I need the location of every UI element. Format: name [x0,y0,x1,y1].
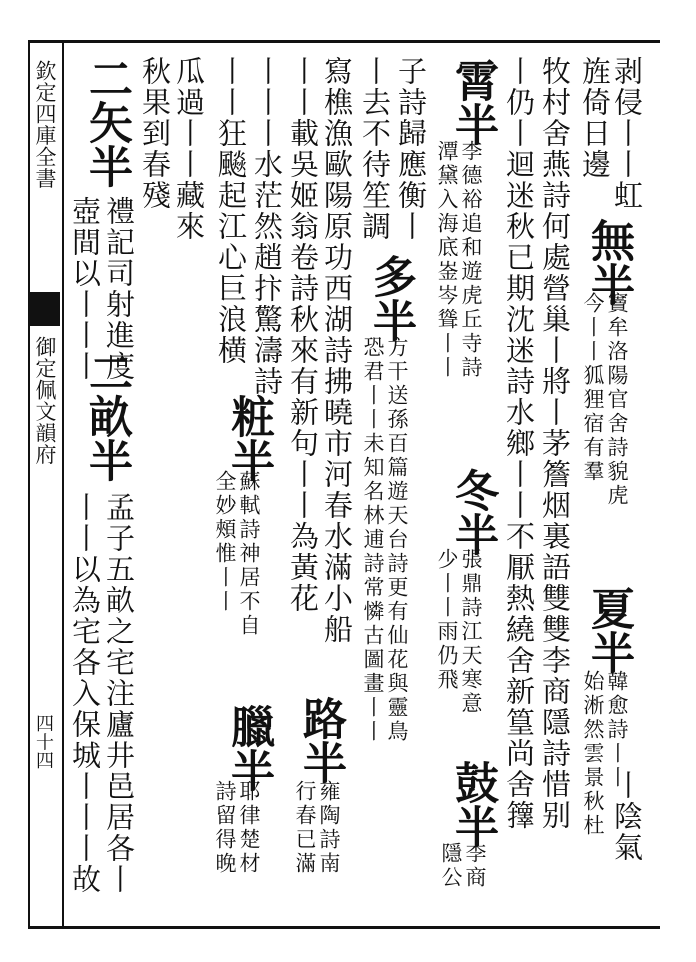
text-column: 丨丨載吳姬翁卷詩秋來有新句丨丨為黃花 [286,56,320,614]
annotation [582,670,627,838]
headword: 粧半 [223,394,274,482]
headword: 鼓半 [447,760,498,848]
headword: 二畝半 [81,350,132,482]
headword: 霄半 [447,58,498,146]
annotation-line: 耶律楚材 [237,780,261,876]
annotation [294,780,339,876]
text-column: 瓜過丨丨藏來 [172,56,206,242]
headword: 無半 [583,218,634,306]
headword: 二矢半 [81,56,132,188]
text-column: 壺間以丨丨丨 [68,196,102,382]
text-column: 丨仍丨迴迷秋已期沈迷詩水鄉丨丨不厭熱繞舍新篁尚舍籜 [502,56,536,831]
top-border [28,40,660,43]
annotation [214,470,259,638]
fishtail-mark [30,292,60,326]
text-column: 丨丨狂飈起江心巨浪横 [214,56,248,366]
annotation-line: 方干送孫百篇遊天台詩更有仙花與靈鳥 [385,336,409,744]
text-column: 旌倚日邊 [578,56,612,180]
text-column: 剥侵丨丨虹 [610,56,644,211]
bottom-border [28,926,660,929]
text-column: 丨去不待笙調 [358,56,392,242]
headword: 路半 [295,696,346,784]
annotation-line: 李德裕追和遊虎丘寺詩 [459,140,483,380]
headword: 夏半 [583,586,634,674]
annotation-line: 蘇軾詩神居不自 [237,470,261,638]
headword: 冬半 [447,468,498,556]
annotation [214,780,259,876]
fold-rule [62,40,64,929]
outer-left-border [28,40,30,929]
annotation-line: 全妙頰惟丨丨 [213,470,237,614]
text-column: 丨丨丨水茫然趙抃驚濤詩 [250,56,284,397]
annotation-line: 竇牟洛陽官舍詩貌虎 [605,292,629,508]
annotation [362,336,407,744]
annotation [436,140,481,380]
text-column: 秋果到春殘 [138,56,172,211]
annotation-line: 行春已滿 [293,780,317,876]
text-column: 子詩歸應衡丨 [394,56,428,242]
page-number: 四十四 [33,714,54,770]
annotation-line: 張鼎詩江天寒意 [459,548,483,716]
annotation-line: 少丨丨雨仍飛 [435,548,459,692]
annotation-line: 恐君丨丨未知名林逋詩常憐古圖畫丨丨 [361,336,385,744]
section-title: 御定佩文韻府 [33,336,57,465]
annotation-line: 始淅然雲景秋杜 [581,670,605,838]
book-title: 欽定四庫全書 [33,60,57,189]
annotation [440,842,485,890]
text-column: 禮記司射進度 [102,196,136,382]
annotation [436,548,481,716]
text-column: 丨丨以為宅各入保城丨丨丨故 [68,492,102,895]
annotation-line: 雍陶詩南 [317,780,341,876]
annotation-line: 李商 [463,842,487,890]
annotation-line: 韓愈詩丨丨 [605,670,629,790]
annotation-line: 詩留得晚 [213,780,237,876]
annotation [582,292,627,508]
annotation-line: 今丨丨狐狸宿有羣 [581,292,605,484]
headword: 多半 [365,254,416,342]
annotation-line: 潭黛入海底崟岑聳丨丨 [435,140,459,380]
text-column: 牧村舍燕詩何處營巢丨將丨茅簷烟裏語雙雙李商隱詩惜别 [538,56,572,831]
text-column: 孟子五畝之宅注廬井邑居各丨 [102,492,136,895]
text-column: 丨陰氣 [610,770,644,863]
text-column: 寫樵漁歐陽原功西湖詩拂曉市河春水滿小船 [320,56,354,645]
headword: 臘半 [223,704,274,792]
annotation-line: 隱公 [439,842,463,890]
